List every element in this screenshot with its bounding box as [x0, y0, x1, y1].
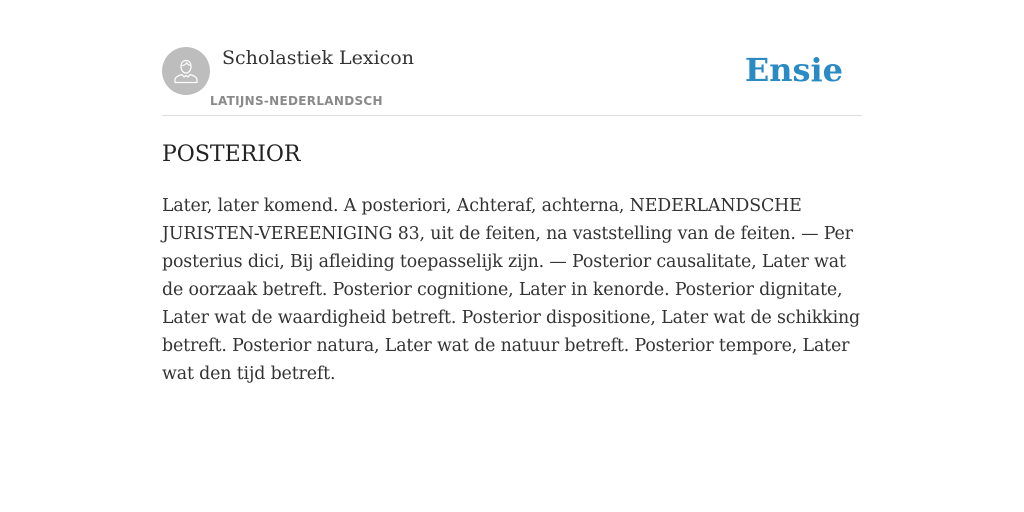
user-silhouette-icon [171, 56, 201, 86]
avatar[interactable] [162, 47, 210, 95]
entry-term: POSTERIOR [162, 142, 301, 167]
entry-header [162, 46, 862, 116]
ensie-logo[interactable]: Ensie [744, 51, 843, 89]
author-tagline: LATIJNS-NEDERLANDSCH [210, 94, 383, 108]
author-name[interactable]: Scholastiek Lexicon [222, 47, 414, 69]
entry-definition: Later, later komend. A posteriori, Achteraf, achterna, NEDERLANDSCHE JURISTEN-VEREENIGING 83, uit de feiten, na vaststelling van de feiten. — Per posterius dici, Bij afleiding toepasselijk zijn. — Posterior causalitate, Later wat de oorzaak betreft. Posterior cognitione, Later in kenorde. Posterior dignitate, Later wat de waardigheid betreft. Posterior dispositione, Later wat de schikking betreft. Posterior natura, Later wat de natuur betreft. Posterior tempore, Later wat den tijd betreft. [162, 196, 861, 384]
